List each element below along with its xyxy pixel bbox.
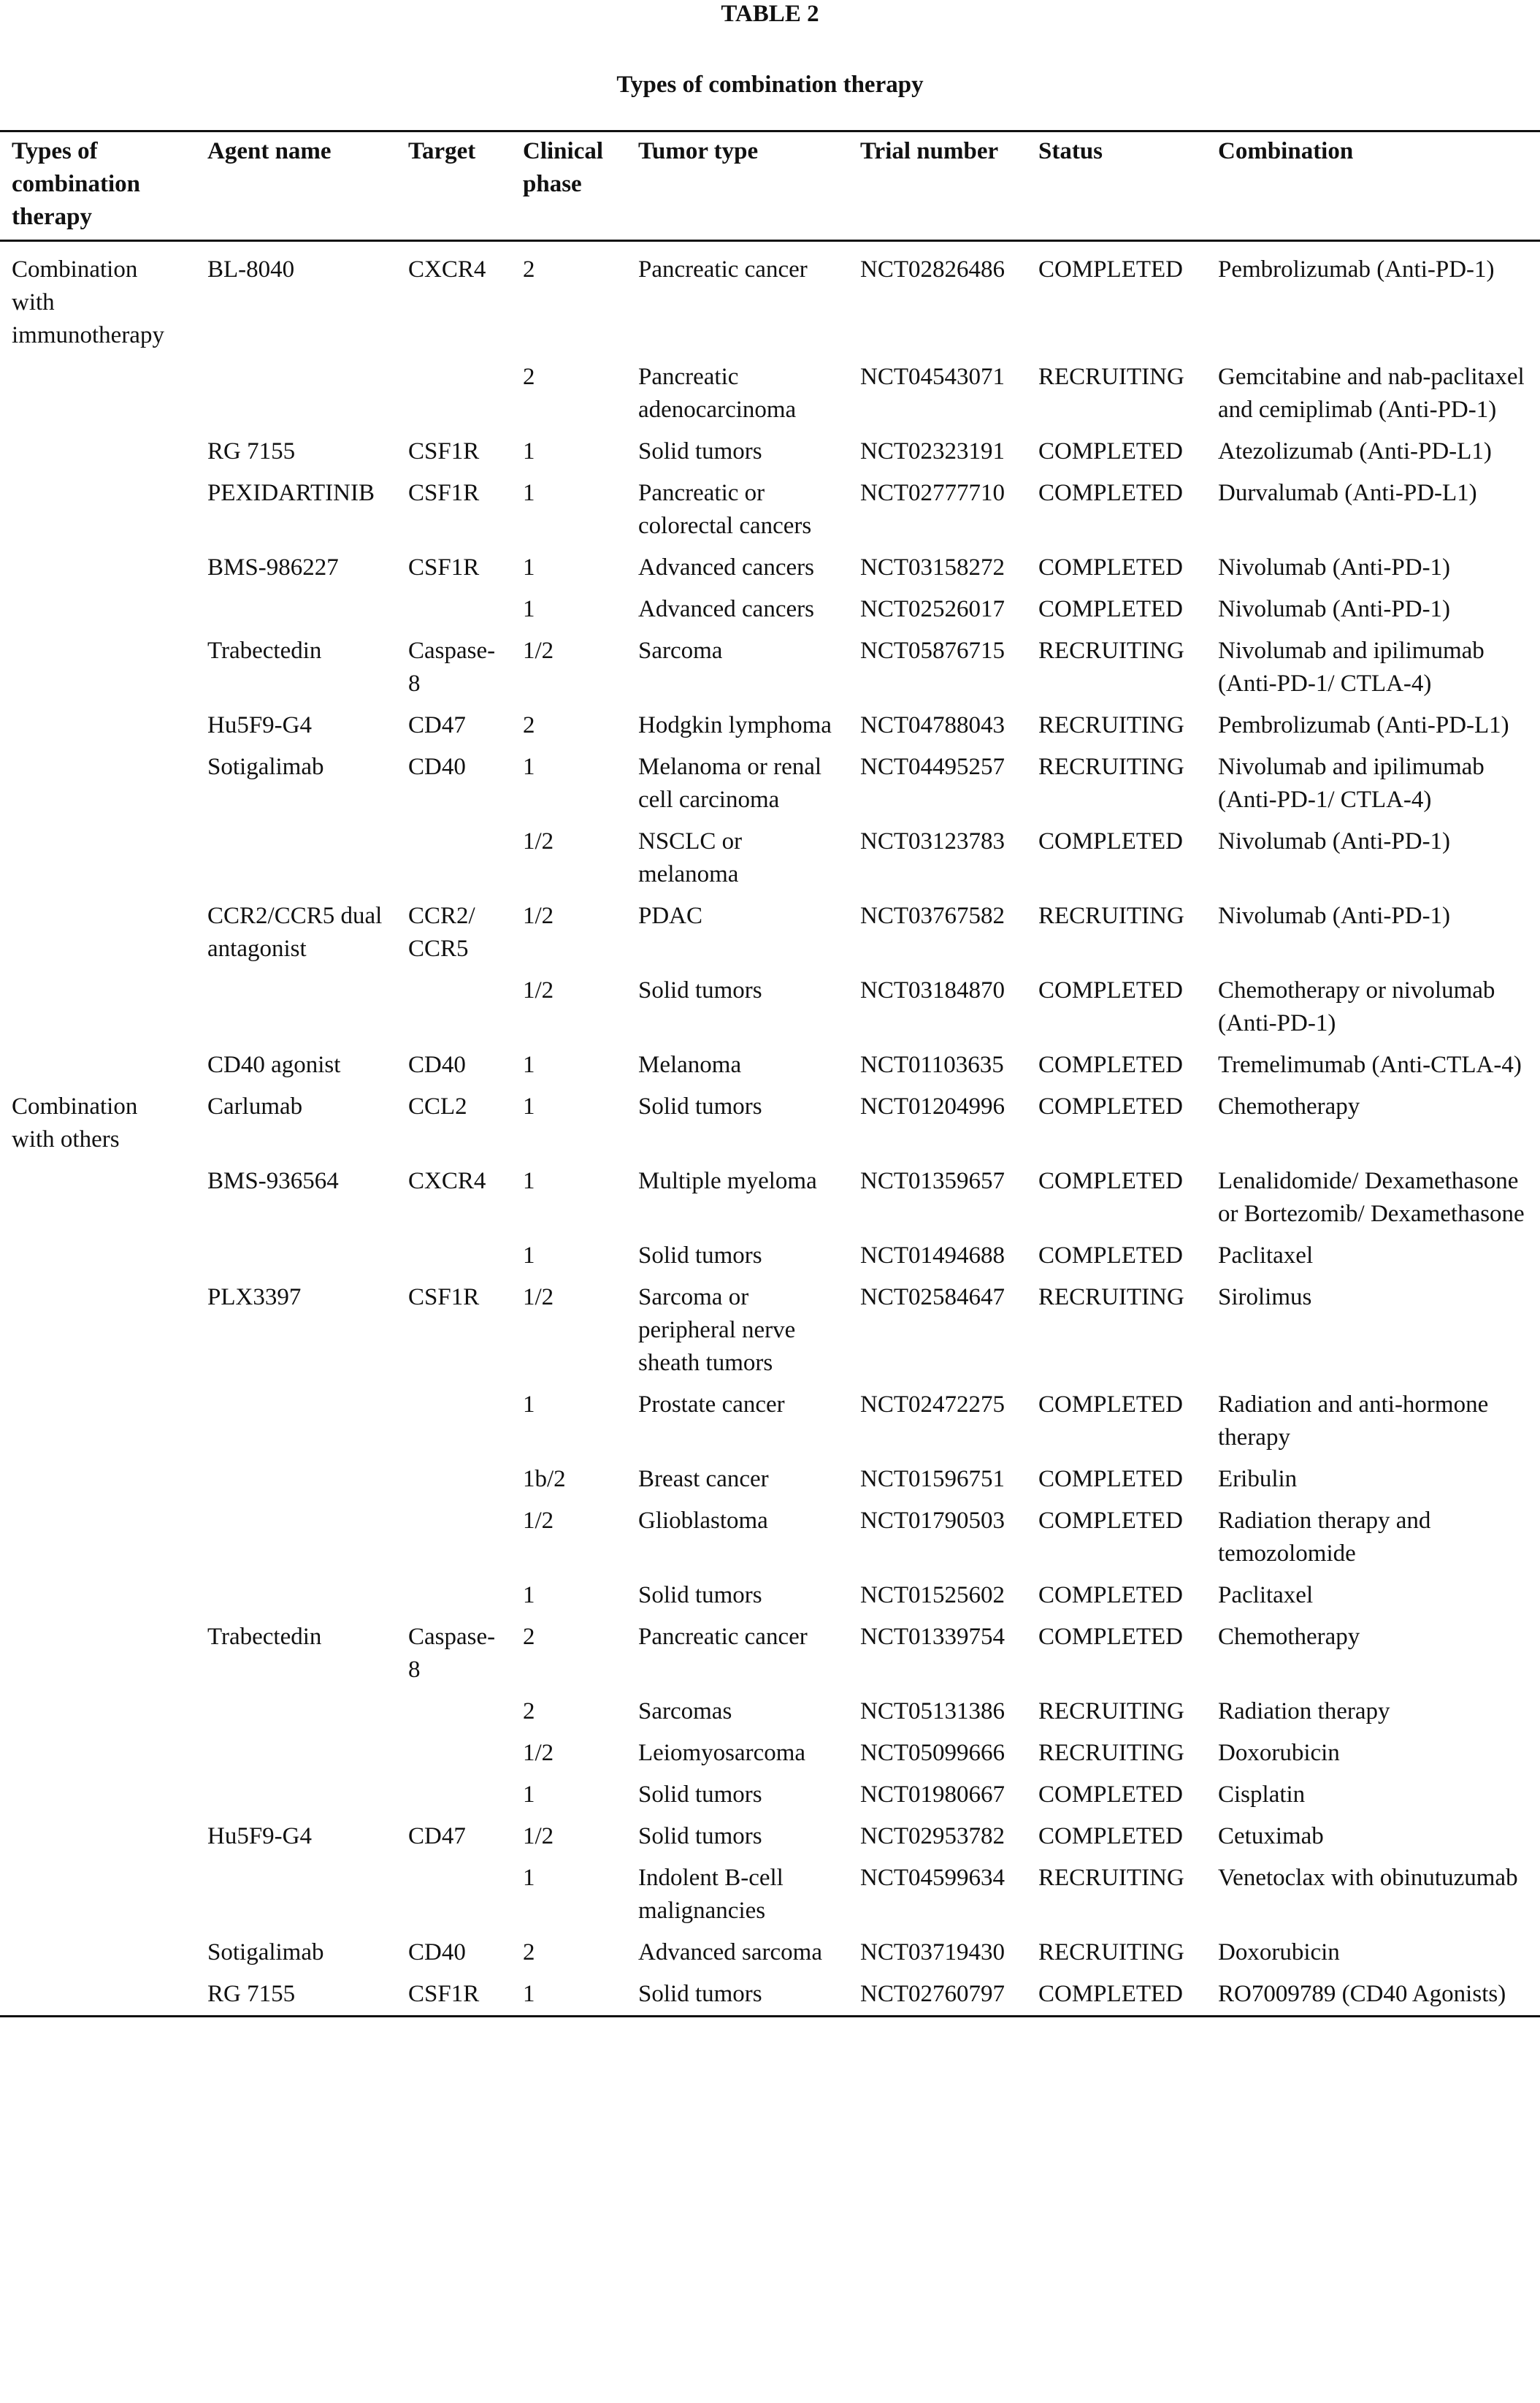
combination-type-cell xyxy=(0,589,196,630)
target-cell: Caspase-8 xyxy=(408,638,496,697)
combination-type-cell xyxy=(0,1235,196,1277)
agent-name-cell: BMS-986227 xyxy=(207,554,339,581)
combination-type-cell xyxy=(0,821,196,895)
clinical-phase-cell: 1 xyxy=(523,1242,535,1269)
clinical-phase-cell: 1 xyxy=(523,1168,535,1194)
trial-number-cell: NCT01339754 xyxy=(860,1624,1005,1650)
combination-type-cell xyxy=(0,1774,196,1816)
trial-number-cell: NCT02777710 xyxy=(860,480,1005,506)
table-body xyxy=(0,241,1540,2017)
trial-number-cell: NCT05876715 xyxy=(860,638,1005,664)
tumor-type-cell: Leiomyosarcoma xyxy=(638,1740,806,1766)
combination-type-cell xyxy=(0,970,196,1044)
combination-cell: Lenalidomide/ Dexamethasone or Bortezomib/ Dexamethasone xyxy=(1218,1168,1525,1227)
combination-cell: Chemotherapy or nivolumab (Anti-PD-1) xyxy=(1218,977,1495,1036)
target-cell: CD40 xyxy=(408,754,466,780)
combination-cell: Venetoclax with obinutuzumab xyxy=(1218,1865,1518,1891)
agent-name-cell: Hu5F9-G4 xyxy=(207,712,313,738)
table-row xyxy=(0,705,1540,746)
header-cell: Agent name xyxy=(196,131,397,241)
tumor-type-cell: Indolent B-cell malignancies xyxy=(638,1865,784,1924)
table-header-row xyxy=(0,131,1540,241)
tumor-type-cell: Solid tumors xyxy=(638,977,762,1004)
tumor-type-cell: Solid tumors xyxy=(638,1823,762,1849)
combination-type-cell xyxy=(0,1816,196,1857)
combination-type-cell xyxy=(0,1277,196,1384)
agent-name-cell: Hu5F9-G4 xyxy=(207,1823,313,1849)
table-row xyxy=(0,1857,1540,1932)
table-label: TABLE 2 xyxy=(721,1,819,27)
header-cell: Clinical phase xyxy=(511,131,627,241)
tumor-type-cell: Solid tumors xyxy=(638,1242,762,1269)
combination-type-cell: Combination with others xyxy=(12,1093,138,1153)
status-cell: RECRUITING xyxy=(1038,364,1184,390)
header-cell: Target xyxy=(397,131,511,241)
clinical-phase-cell: 2 xyxy=(523,364,535,390)
combination-cell: Nivolumab (Anti-PD-1) xyxy=(1218,828,1451,855)
status-cell: COMPLETED xyxy=(1038,828,1183,855)
clinical-phase-cell: 2 xyxy=(523,1698,535,1724)
target-cell: CCL2 xyxy=(408,1093,467,1120)
clinical-phase-cell: 1/2 xyxy=(523,1740,554,1766)
tumor-type-cell: Hodgkin lymphoma xyxy=(638,712,832,738)
status-cell: COMPLETED xyxy=(1038,554,1183,581)
trial-number-cell: NCT03158272 xyxy=(860,554,1005,581)
status-cell: RECRUITING xyxy=(1038,1698,1184,1724)
target-cell xyxy=(397,821,511,895)
clinical-phase-cell: 1 xyxy=(523,1582,535,1608)
target-cell: CSF1R xyxy=(408,438,480,465)
status-cell: COMPLETED xyxy=(1038,1781,1183,1808)
table-row xyxy=(0,1732,1540,1774)
target-cell xyxy=(397,1500,511,1575)
combination-type-cell xyxy=(0,1384,196,1459)
clinical-phase-cell: 1 xyxy=(523,754,535,780)
tumor-type-cell: Prostate cancer xyxy=(638,1391,785,1418)
combination-cell: Chemotherapy xyxy=(1218,1093,1360,1120)
tumor-type-cell: NSCLC or melanoma xyxy=(638,828,743,887)
table-row xyxy=(0,1161,1540,1235)
agent-name-cell: Sotigalimab xyxy=(207,754,324,780)
combination-type-cell xyxy=(0,431,196,473)
tumor-type-cell: Breast cancer xyxy=(638,1466,769,1492)
header-cell: Status xyxy=(1027,131,1206,241)
target-cell: CSF1R xyxy=(397,1974,511,2017)
trial-number-cell: NCT03123783 xyxy=(860,828,1005,855)
header-cell: Tumor type xyxy=(627,131,848,241)
agent-name-cell: RG 7155 xyxy=(207,438,296,465)
trial-number-cell: NCT04495257 xyxy=(860,754,1005,780)
table-row xyxy=(0,746,1540,821)
status-cell: COMPLETED xyxy=(1038,1466,1183,1492)
combination-cell: Chemotherapy xyxy=(1218,1624,1360,1650)
trial-number-cell: NCT03184870 xyxy=(860,977,1005,1004)
header-cell: Types of combination therapy xyxy=(0,131,196,241)
agent-name-cell: Trabectedin xyxy=(207,638,322,664)
target-cell xyxy=(397,1691,511,1732)
tumor-type-cell: Solid tumors xyxy=(627,1974,848,2017)
target-cell: CSF1R xyxy=(408,1284,480,1310)
target-cell xyxy=(397,1857,511,1932)
table-row xyxy=(0,1932,1540,1974)
clinical-phase-cell: 1 xyxy=(523,596,535,622)
status-cell: RECRUITING xyxy=(1038,1284,1184,1310)
trial-number-cell: NCT02323191 xyxy=(860,438,1005,465)
clinical-phase-cell: 1 xyxy=(523,1093,535,1120)
combination-type-cell xyxy=(0,1459,196,1500)
trial-number-cell: NCT01980667 xyxy=(860,1781,1005,1808)
status-cell: RECRUITING xyxy=(1038,638,1184,664)
combination-cell: Radiation therapy and temozolomide xyxy=(1218,1508,1431,1567)
status-cell: RECRUITING xyxy=(1038,1740,1184,1766)
combination-type-cell xyxy=(0,746,196,821)
status-cell: COMPLETED xyxy=(1038,1582,1183,1608)
agent-name-cell xyxy=(196,1732,397,1774)
trial-number-cell: NCT04543071 xyxy=(860,364,1005,390)
trial-number-cell: NCT04599634 xyxy=(860,1865,1005,1891)
combination-cell: Paclitaxel xyxy=(1218,1242,1314,1269)
target-cell xyxy=(397,1774,511,1816)
clinical-phase-cell: 1 xyxy=(523,1052,535,1078)
clinical-phase-cell: 1/2 xyxy=(523,1508,554,1534)
clinical-phase-cell: 1/2 xyxy=(523,977,554,1004)
target-cell xyxy=(397,1575,511,1616)
target-cell xyxy=(397,1459,511,1500)
trial-number-cell: NCT05099666 xyxy=(860,1740,1005,1766)
tumor-type-cell: Advanced sarcoma xyxy=(638,1939,822,1965)
combination-type-cell xyxy=(0,356,196,431)
combination-type-cell xyxy=(0,895,196,970)
status-cell: COMPLETED xyxy=(1038,1052,1183,1078)
agent-name-cell xyxy=(196,1691,397,1732)
agent-name-cell: CD40 agonist xyxy=(207,1052,341,1078)
combination-type-cell xyxy=(0,1500,196,1575)
combination-cell: Nivolumab (Anti-PD-1) xyxy=(1218,903,1451,929)
tumor-type-cell: Sarcoma xyxy=(638,638,723,664)
status-cell: RECRUITING xyxy=(1038,712,1184,738)
trial-number-cell: NCT02760797 xyxy=(848,1974,1027,2017)
trial-number-cell: NCT03767582 xyxy=(860,903,1005,929)
agent-name-cell xyxy=(196,356,397,431)
table-row xyxy=(0,1774,1540,1816)
agent-name-cell xyxy=(196,1857,397,1932)
agent-name-cell xyxy=(196,821,397,895)
combination-cell: Cisplatin xyxy=(1218,1781,1306,1808)
target-cell: CD40 xyxy=(408,1052,466,1078)
trial-number-cell: NCT01525602 xyxy=(860,1582,1005,1608)
target-cell: CD40 xyxy=(408,1939,466,1965)
clinical-phase-cell: 2 xyxy=(523,712,535,738)
table-row xyxy=(0,1384,1540,1459)
table-row xyxy=(0,1974,1540,2017)
agent-name-cell: Sotigalimab xyxy=(207,1939,324,1965)
tumor-type-cell: PDAC xyxy=(638,903,703,929)
agent-name-cell: PEXIDARTINIB xyxy=(207,480,375,506)
trial-number-cell: NCT02826486 xyxy=(860,256,1005,283)
table-row xyxy=(0,1691,1540,1732)
table-row xyxy=(0,241,1540,357)
tumor-type-cell: Solid tumors xyxy=(638,1582,762,1608)
table-row xyxy=(0,821,1540,895)
table-caption: Types of combination therapy xyxy=(616,72,924,98)
clinical-phase-cell: 1/2 xyxy=(523,903,554,929)
table-row xyxy=(0,1044,1540,1086)
combination-type-cell xyxy=(0,1974,196,2017)
combination-type-cell: Combination with immunotherapy xyxy=(12,256,164,348)
clinical-phase-cell: 2 xyxy=(523,1624,535,1650)
clinical-phase-cell: 1 xyxy=(511,1974,627,2017)
table-row xyxy=(0,1500,1540,1575)
clinical-phase-cell: 1 xyxy=(523,1391,535,1418)
table-row xyxy=(0,895,1540,970)
table-row xyxy=(0,473,1540,547)
combination-cell: Nivolumab (Anti-PD-1) xyxy=(1218,596,1451,622)
target-cell xyxy=(397,356,511,431)
agent-name-cell xyxy=(196,1774,397,1816)
trial-number-cell: NCT05131386 xyxy=(860,1698,1005,1724)
table-row xyxy=(0,1816,1540,1857)
agent-name-cell xyxy=(196,1235,397,1277)
clinical-phase-cell: 1 xyxy=(523,1865,535,1891)
clinical-phase-cell: 1 xyxy=(523,438,535,465)
clinical-phase-cell: 1b/2 xyxy=(523,1466,566,1492)
combination-type-cell xyxy=(0,473,196,547)
status-cell: RECRUITING xyxy=(1038,1939,1184,1965)
table-row xyxy=(0,1277,1540,1384)
combination-type-cell xyxy=(0,1857,196,1932)
tumor-type-cell: Pancreatic or colorectal cancers xyxy=(638,480,812,539)
table-row xyxy=(0,1086,1540,1161)
combination-cell: Gemcitabine and nab-paclitaxel and cemiplimab (Anti-PD-1) xyxy=(1218,364,1525,423)
trial-number-cell: NCT03719430 xyxy=(860,1939,1005,1965)
combination-cell: Atezolizumab (Anti-PD-L1) xyxy=(1218,438,1492,465)
status-cell: COMPLETED xyxy=(1038,1242,1183,1269)
combination-cell: Cetuximab xyxy=(1218,1823,1324,1849)
combination-type-cell xyxy=(0,1691,196,1732)
target-cell xyxy=(397,1384,511,1459)
trial-number-cell: NCT01596751 xyxy=(860,1466,1005,1492)
combination-cell: Doxorubicin xyxy=(1218,1939,1340,1965)
agent-name-cell xyxy=(196,1500,397,1575)
target-cell xyxy=(397,970,511,1044)
target-cell: CD47 xyxy=(408,712,466,738)
combination-cell: Pembrolizumab (Anti-PD-L1) xyxy=(1218,712,1509,738)
status-cell: COMPLETED xyxy=(1027,1974,1206,2017)
table-row xyxy=(0,1575,1540,1616)
trial-number-cell: NCT02472275 xyxy=(860,1391,1005,1418)
clinical-phase-cell: 1/2 xyxy=(523,638,554,664)
trial-number-cell: NCT01359657 xyxy=(860,1168,1005,1194)
tumor-type-cell: Advanced cancers xyxy=(638,596,814,622)
trial-number-cell: NCT04788043 xyxy=(860,712,1005,738)
agent-name-cell: Trabectedin xyxy=(207,1624,322,1650)
status-cell: COMPLETED xyxy=(1038,1823,1183,1849)
table-row xyxy=(0,431,1540,473)
combination-cell: Nivolumab and ipilimumab (Anti-PD-1/ CTLA-4) xyxy=(1218,638,1485,697)
combination-type-cell xyxy=(0,630,196,705)
trial-number-cell: NCT01494688 xyxy=(860,1242,1005,1269)
table-row xyxy=(0,356,1540,431)
combination-cell: RO7009789 (CD40 Agonists) xyxy=(1206,1974,1540,2017)
target-cell xyxy=(397,1732,511,1774)
target-cell: CSF1R xyxy=(408,480,480,506)
trial-number-cell: NCT01103635 xyxy=(860,1052,1004,1078)
status-cell: COMPLETED xyxy=(1038,977,1183,1004)
target-cell: CXCR4 xyxy=(408,256,486,283)
status-cell: COMPLETED xyxy=(1038,438,1183,465)
agent-name-cell xyxy=(196,1384,397,1459)
tumor-type-cell: Solid tumors xyxy=(638,438,762,465)
target-cell: CD47 xyxy=(408,1823,466,1849)
agent-name-cell xyxy=(196,970,397,1044)
trial-number-cell: NCT01790503 xyxy=(860,1508,1005,1534)
agent-name-cell: Carlumab xyxy=(207,1093,303,1120)
clinical-phase-cell: 1 xyxy=(523,554,535,581)
header-cell: Trial number xyxy=(848,131,1027,241)
agent-name-cell: CCR2/CCR5 dual antagonist xyxy=(207,903,383,962)
table-row xyxy=(0,547,1540,589)
status-cell: COMPLETED xyxy=(1038,256,1183,283)
status-cell: COMPLETED xyxy=(1038,596,1183,622)
clinical-phase-cell: 2 xyxy=(523,1939,535,1965)
tumor-type-cell: Sarcoma or peripheral nerve sheath tumors xyxy=(638,1284,796,1376)
combination-therapy-table xyxy=(0,130,1540,2017)
combination-cell: Sirolimus xyxy=(1218,1284,1312,1310)
table-row xyxy=(0,970,1540,1044)
status-cell: COMPLETED xyxy=(1038,1508,1183,1534)
combination-type-cell xyxy=(0,1616,196,1691)
status-cell: COMPLETED xyxy=(1038,1093,1183,1120)
combination-cell: Paclitaxel xyxy=(1218,1582,1314,1608)
target-cell: Caspase-8 xyxy=(408,1624,496,1683)
status-cell: RECRUITING xyxy=(1038,754,1184,780)
status-cell: COMPLETED xyxy=(1038,480,1183,506)
combination-type-cell xyxy=(0,1044,196,1086)
combination-cell: Eribulin xyxy=(1218,1466,1298,1492)
target-cell: CSF1R xyxy=(408,554,480,581)
combination-cell: Nivolumab (Anti-PD-1) xyxy=(1218,554,1451,581)
table-row xyxy=(0,630,1540,705)
tumor-type-cell: Glioblastoma xyxy=(638,1508,768,1534)
tumor-type-cell: Melanoma xyxy=(638,1052,742,1078)
agent-name-cell: BL-8040 xyxy=(207,256,295,283)
agent-name-cell: RG 7155 xyxy=(196,1974,397,2017)
target-cell xyxy=(397,1235,511,1277)
trial-number-cell: NCT01204996 xyxy=(860,1093,1005,1120)
agent-name-cell: BMS-936564 xyxy=(207,1168,339,1194)
tumor-type-cell: Melanoma or renal cell carcinoma xyxy=(638,754,822,813)
trial-number-cell: NCT02526017 xyxy=(860,596,1005,622)
combination-type-cell xyxy=(0,1732,196,1774)
combination-type-cell xyxy=(0,705,196,746)
agent-name-cell: PLX3397 xyxy=(207,1284,302,1310)
trial-number-cell: NCT02584647 xyxy=(860,1284,1005,1310)
clinical-phase-cell: 1 xyxy=(523,480,535,506)
combination-cell: Durvalumab (Anti-PD-L1) xyxy=(1218,480,1477,506)
tumor-type-cell: Advanced cancers xyxy=(638,554,814,581)
status-cell: COMPLETED xyxy=(1038,1391,1183,1418)
table-row xyxy=(0,589,1540,630)
combination-type-cell xyxy=(0,1932,196,1974)
combination-cell: Pembrolizumab (Anti-PD-1) xyxy=(1218,256,1495,283)
agent-name-cell xyxy=(196,1459,397,1500)
combination-cell: Radiation and anti-hormone therapy xyxy=(1218,1391,1489,1451)
combination-type-cell xyxy=(0,547,196,589)
clinical-phase-cell: 1/2 xyxy=(523,828,554,855)
agent-name-cell xyxy=(196,1575,397,1616)
clinical-phase-cell: 1/2 xyxy=(523,1284,554,1310)
trial-number-cell: NCT02953782 xyxy=(860,1823,1005,1849)
tumor-type-cell: Solid tumors xyxy=(638,1093,762,1120)
status-cell: COMPLETED xyxy=(1038,1624,1183,1650)
status-cell: RECRUITING xyxy=(1038,903,1184,929)
target-cell: CXCR4 xyxy=(408,1168,486,1194)
tumor-type-cell: Pancreatic cancer xyxy=(638,1624,808,1650)
header-cell: Combination xyxy=(1206,131,1540,241)
table-row xyxy=(0,1616,1540,1691)
tumor-type-cell: Sarcomas xyxy=(638,1698,732,1724)
tumor-type-cell: Solid tumors xyxy=(638,1781,762,1808)
tumor-type-cell: Pancreatic adenocarcinoma xyxy=(638,364,797,423)
status-cell: COMPLETED xyxy=(1038,1168,1183,1194)
combination-cell: Doxorubicin xyxy=(1218,1740,1340,1766)
combination-type-cell xyxy=(0,1161,196,1235)
tumor-type-cell: Pancreatic cancer xyxy=(638,256,808,283)
combination-cell: Nivolumab and ipilimumab (Anti-PD-1/ CTLA-4) xyxy=(1218,754,1485,813)
combination-cell: Tremelimumab (Anti-CTLA-4) xyxy=(1218,1052,1522,1078)
clinical-phase-cell: 1/2 xyxy=(523,1823,554,1849)
tumor-type-cell: Multiple myeloma xyxy=(638,1168,817,1194)
combination-type-cell xyxy=(0,1575,196,1616)
target-cell: CCR2/ CCR5 xyxy=(408,903,475,962)
agent-name-cell xyxy=(196,589,397,630)
table-row xyxy=(0,1459,1540,1500)
target-cell xyxy=(397,589,511,630)
clinical-phase-cell: 1 xyxy=(523,1781,535,1808)
combination-cell: Radiation therapy xyxy=(1218,1698,1390,1724)
clinical-phase-cell: 2 xyxy=(523,256,535,283)
table-row xyxy=(0,1235,1540,1277)
status-cell: RECRUITING xyxy=(1038,1865,1184,1891)
